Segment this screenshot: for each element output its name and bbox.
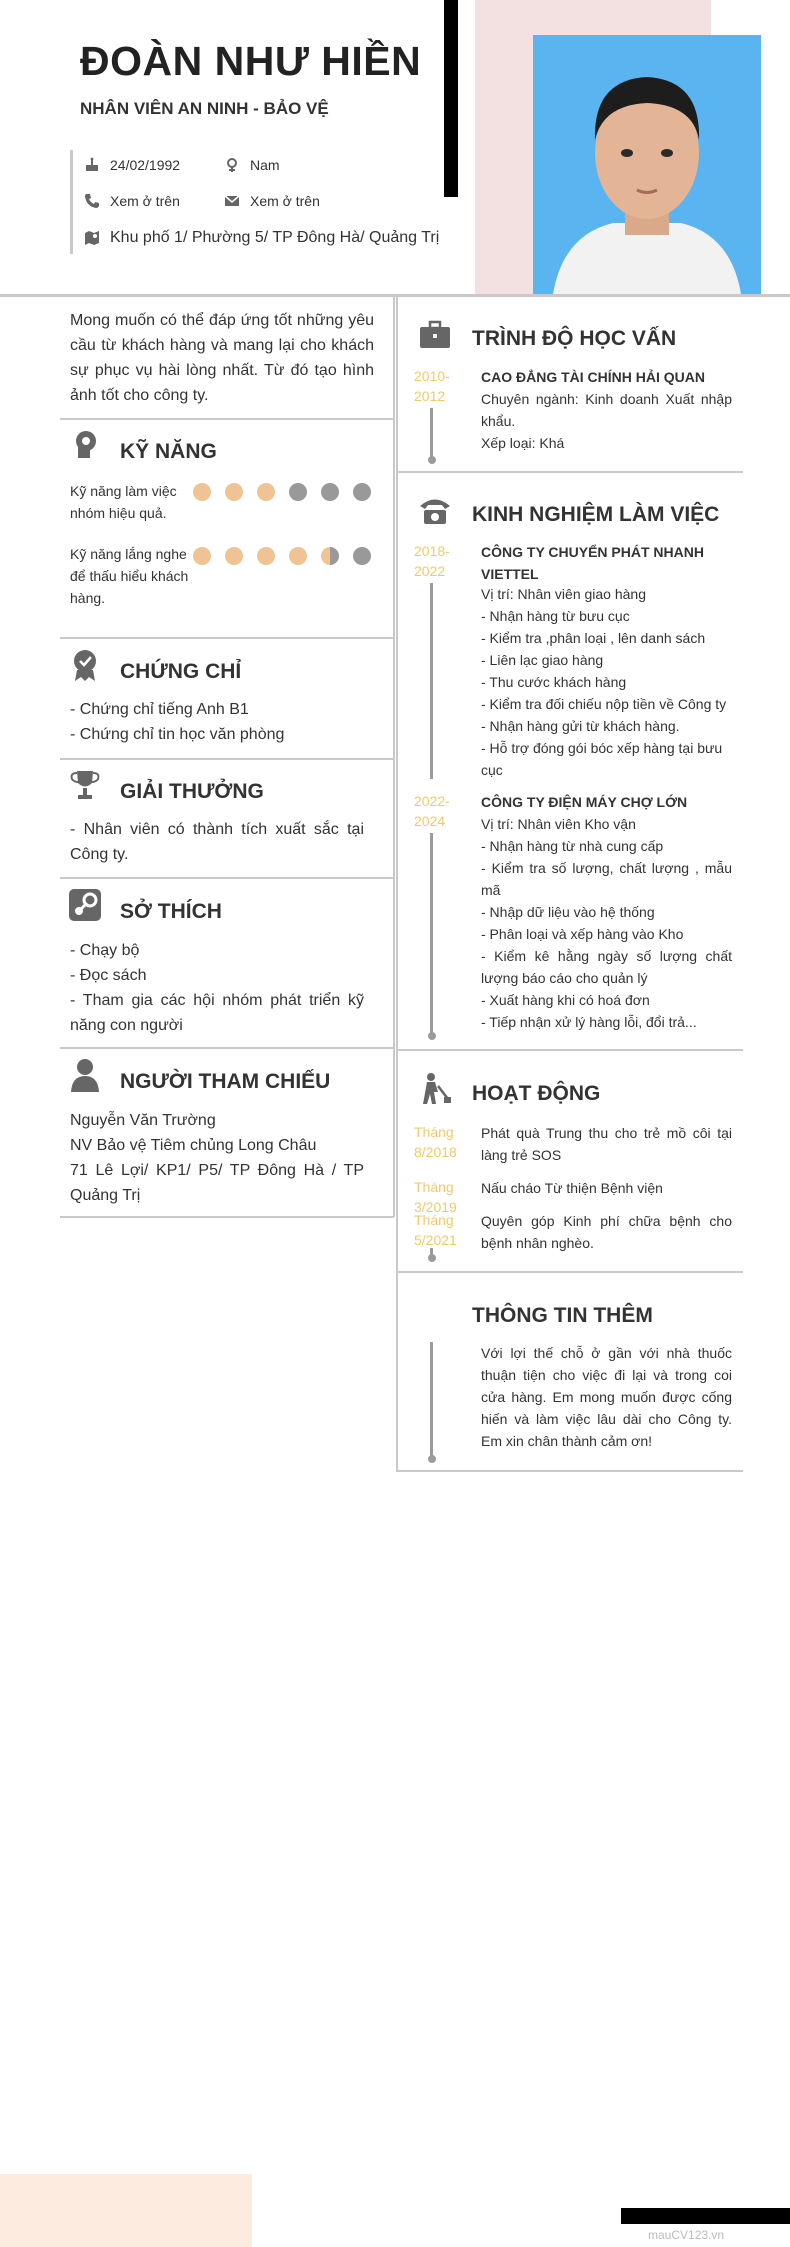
birthday: 24/02/1992	[110, 157, 181, 173]
address-row	[84, 229, 439, 247]
school-name: CAO ĐẲNG TÀI CHÍNH HẢI QUAN	[481, 369, 705, 385]
education-title: TRÌNH ĐỘ HỌC VẤN	[472, 327, 677, 350]
gender-row	[224, 157, 280, 173]
award-item: - Nhân viên có thành tích xuất sắc tại Công ty.	[70, 821, 364, 863]
email-row	[224, 193, 320, 209]
brain-icon	[68, 428, 102, 462]
gender: Nam	[250, 157, 280, 173]
job-task: - Tiếp nhận xử lý hàng lỗi, đổi trả...	[481, 1014, 697, 1030]
footer-bar	[621, 2208, 790, 2224]
reference-address: 71 Lê Lợi/ KP1/ P5/ TP Đông Hà / TP Quảng Trị	[70, 1162, 364, 1204]
cake-icon	[84, 157, 100, 173]
phone: Xem ở trên	[110, 193, 180, 209]
company-name: CÔNG TY CHUYỂN PHÁT NHANH VIETTEL	[481, 544, 704, 582]
volunteer-icon	[418, 1071, 452, 1105]
phone-icon	[84, 193, 100, 209]
rating-dot	[257, 483, 275, 501]
certificates-title: CHỨNG CHỈ	[120, 660, 242, 683]
watermark: mauCV123.vn	[648, 2228, 725, 2242]
job-task: - Kiểm tra số lượng, chất lượng , mẫu mã	[481, 860, 732, 898]
timeline-line	[430, 833, 433, 1034]
reference-position: NV Bảo vệ Tiêm chủng Long Châu	[70, 1137, 317, 1154]
rating-dot	[353, 547, 371, 565]
hobby-icon	[68, 888, 102, 922]
rating-dot	[353, 483, 371, 501]
right-column-border	[396, 297, 398, 1472]
section-divider	[396, 1049, 743, 1051]
profile-photo	[533, 35, 761, 294]
certificate-item: - Chứng chỉ tin học văn phòng	[70, 726, 285, 743]
skills-title: KỸ NĂNG	[120, 440, 217, 463]
activity-date: Tháng 8/2018	[414, 1124, 457, 1160]
address: Khu phố 1/ Phường 5/ TP Đông Hà/ Quảng Trị	[110, 229, 440, 246]
section-divider	[60, 418, 394, 420]
rating-dot	[257, 547, 275, 565]
skill-rating-2	[193, 547, 371, 565]
email: Xem ở trên	[250, 193, 320, 209]
timeline-dot	[428, 1254, 436, 1262]
person-icon	[68, 1058, 102, 1092]
rating-dot	[193, 483, 211, 501]
section-divider	[60, 1216, 394, 1218]
job-task: - Nhận hàng từ nhà cung cấp	[481, 838, 664, 854]
header-rule	[0, 294, 790, 297]
company-name: CÔNG TY ĐIỆN MÁY CHỢ LỚN	[481, 794, 688, 810]
job-position: Vị trí: Nhân viên giao hàng	[481, 586, 646, 602]
job-task: - Liên lạc giao hàng	[481, 652, 604, 668]
column-divider	[393, 297, 395, 1217]
timeline-line	[430, 408, 433, 458]
job-task: - Kiểm kê hằng ngày số lượng chất lượng báo cáo cho quản lý	[481, 948, 732, 986]
job-years: 2022- 2024	[414, 793, 450, 829]
rating-dot	[289, 547, 307, 565]
education-years: 2010- 2012	[414, 368, 450, 404]
section-divider	[396, 471, 743, 473]
rating-dot	[225, 483, 243, 501]
job-task: - Nhận hàng từ bưu cục	[481, 608, 630, 624]
timeline-line	[430, 1342, 433, 1458]
hobby-item: - Đọc sách	[70, 967, 147, 984]
references-title: NGƯỜI THAM CHIẾU	[120, 1070, 331, 1093]
job-years: 2018- 2022	[414, 543, 450, 579]
skill-label: Kỹ năng lắng nghe để thấu hiểu khách hàng.	[70, 546, 189, 606]
job-task: - Phân loại và xếp hàng vào Kho	[481, 926, 684, 942]
job-task: - Kiểm tra đối chiếu nộp tiền về Công ty	[481, 696, 727, 712]
job-task: - Nhận hàng gửi từ khách hàng.	[481, 718, 680, 734]
mail-icon	[224, 193, 240, 209]
footer-accent	[0, 2174, 252, 2247]
certificate-item: - Chứng chỉ tiếng Anh B1	[70, 701, 249, 718]
awards-title: GIẢI THƯỞNG	[120, 780, 264, 803]
section-divider	[60, 637, 394, 639]
section-divider	[396, 1470, 743, 1472]
job-task: - Hỗ trợ đóng gói bóc xếp hàng tại bưu cục	[481, 740, 723, 778]
job-position: Vị trí: Nhân viên Kho vận	[481, 816, 636, 832]
trophy-icon	[68, 768, 102, 802]
phone-desk-icon	[418, 493, 452, 527]
job-task: - Nhập dữ liệu vào hệ thống	[481, 904, 655, 920]
gender-icon	[224, 157, 240, 173]
activity-date: Tháng 5/2021	[414, 1212, 457, 1248]
grade: Xếp loại: Khá	[481, 435, 565, 451]
hobby-item: - Chạy bộ	[70, 942, 140, 959]
hobby-item: - Tham gia các hội nhóm phát triển kỹ năng con người	[70, 992, 364, 1034]
rating-dot	[289, 483, 307, 501]
job-task: - Thu cước khách hàng	[481, 674, 627, 690]
timeline-dot	[428, 1032, 436, 1040]
activity-text: Nấu cháo Từ thiện Bệnh viện	[481, 1180, 663, 1196]
section-divider	[396, 1271, 743, 1273]
section-divider	[60, 758, 394, 760]
rating-dot	[225, 547, 243, 565]
activity-date: Tháng 3/2019	[414, 1179, 457, 1215]
section-divider	[60, 877, 394, 879]
hobbies-title: SỞ THÍCH	[120, 900, 222, 923]
job-task: - Kiểm tra ,phân loại , lên danh sách	[481, 630, 706, 646]
rating-dot	[321, 483, 339, 501]
birthday-row	[84, 157, 180, 173]
activity-text: Quyên góp Kinh phí chữa bệnh cho bệnh nhân nghèo.	[481, 1213, 732, 1251]
timeline-line	[430, 583, 433, 779]
phone-row	[84, 193, 180, 209]
candidate-name: ĐOÀN NHƯ HIỀN	[80, 38, 422, 84]
timeline-dot	[428, 1455, 436, 1463]
skill-rating-1	[193, 483, 371, 501]
header-black-bar	[444, 0, 458, 197]
activities-title: HOẠT ĐỘNG	[472, 1082, 601, 1105]
major: Chuyên ngành: Kinh doanh Xuất nhập khẩu.	[481, 391, 732, 429]
rating-dot	[193, 547, 211, 565]
reference-name: Nguyễn Văn Trường	[70, 1112, 216, 1129]
more-info-title: THÔNG TIN THÊM	[472, 1304, 653, 1327]
info-divider	[70, 150, 73, 254]
career-objective: Mong muốn có thể đáp ứng tốt những yêu cầu từ khách hàng và mang lại cho khách sự phục vụ hài lòng nhất. Từ đó tạo hình ảnh tốt cho công ty.	[70, 312, 374, 404]
briefcase-icon	[418, 318, 452, 352]
timeline-dot	[428, 456, 436, 464]
section-divider	[60, 1047, 394, 1049]
job-title: NHÂN VIÊN AN NINH - BẢO VỆ	[80, 99, 329, 118]
experience-title: KINH NGHIỆM LÀM VIỆC	[472, 503, 720, 526]
skill-label: Kỹ năng làm việc nhóm hiệu quả.	[70, 483, 177, 521]
job-task: - Xuất hàng khi có hoá đơn	[481, 992, 650, 1008]
activity-text: Phát quà Trung thu cho trẻ mồ côi tại làng trẻ SOS	[481, 1125, 732, 1163]
more-info-text: Với lợi thế chỗ ở gần với nhà thuốc thuận tiện cho việc đi lại và trong coi cửa hàng. Em mong muốn được cống hiến và làm việc lâu dài cho Công ty. Em xin chân thành cảm ơn!	[481, 1345, 732, 1449]
rating-dot	[321, 547, 339, 565]
map-icon	[84, 230, 100, 246]
certificate-icon	[68, 648, 102, 682]
